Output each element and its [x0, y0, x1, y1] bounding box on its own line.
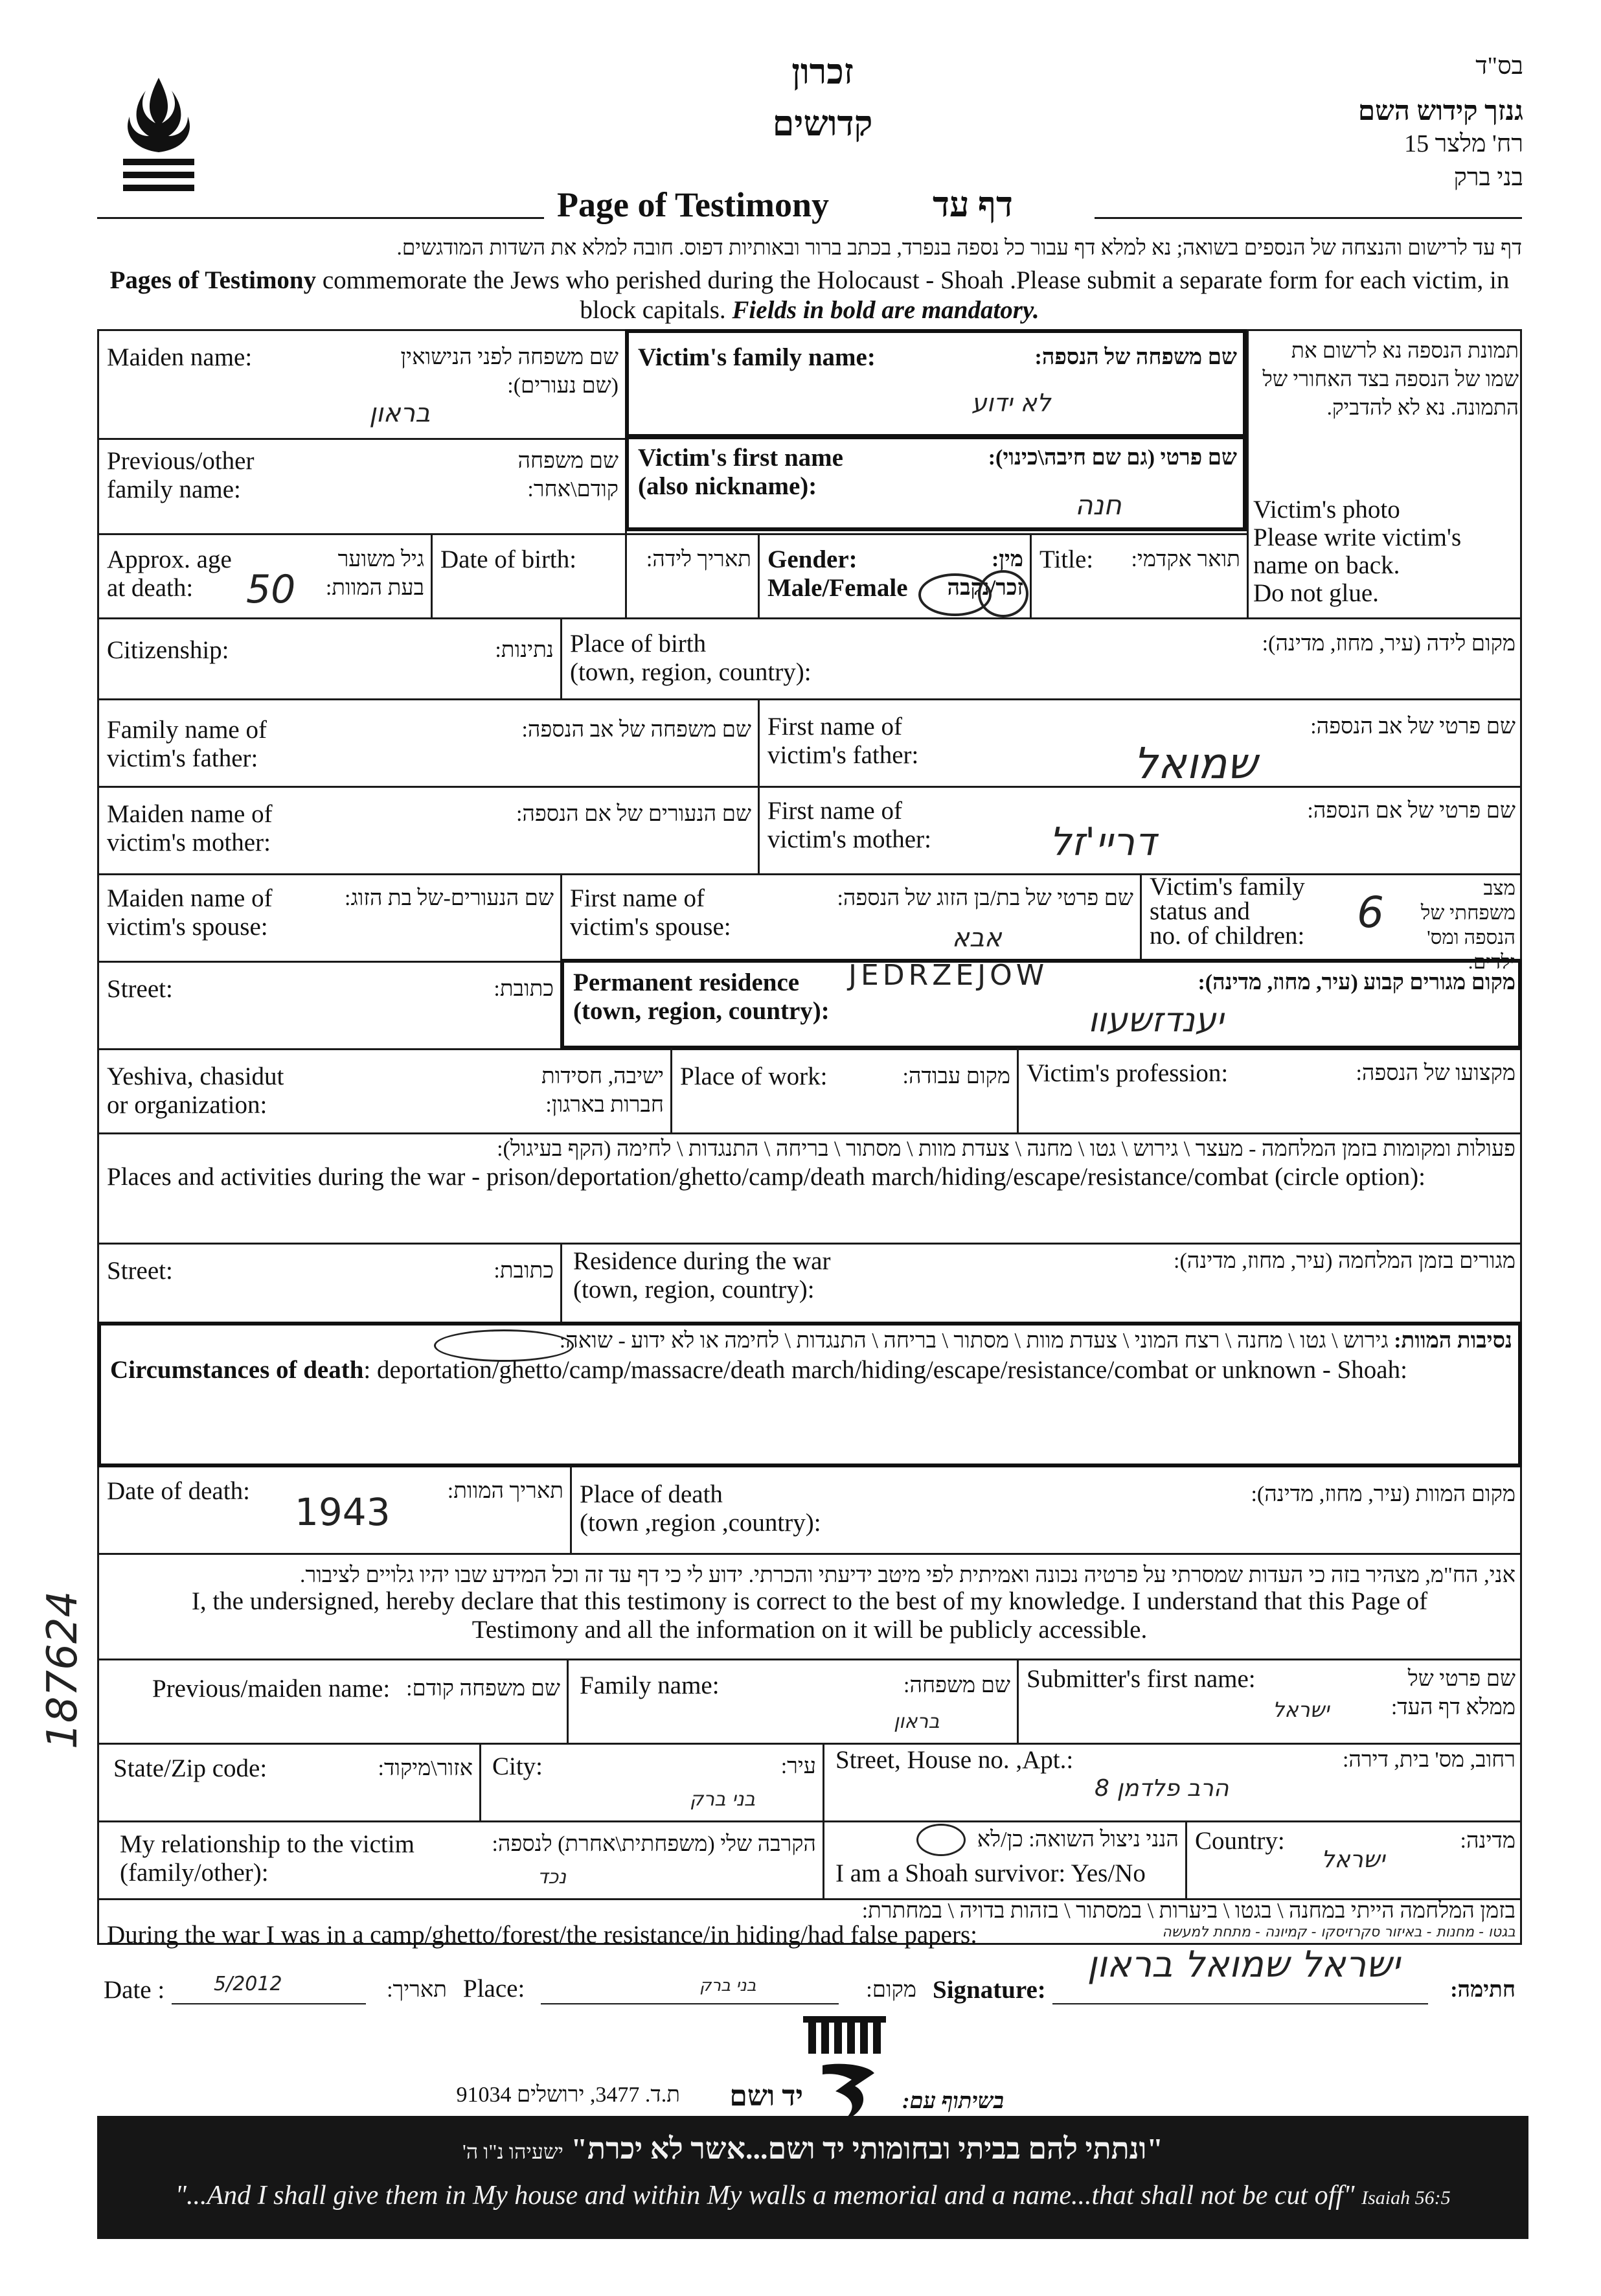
footer-address-he: ת.ד. 3477, ירושלים 91034: [456, 2083, 680, 2107]
submitter-family-name-label-he: שם משפחה:: [903, 1673, 1010, 1697]
dob-label: Date of birth:: [440, 545, 577, 573]
intro-hebrew: דף עד לרישום והנצחה של הנספים בשואה; נא למלא דף עבור כל נספה בנפרד, בכתב ברור ובאותיות דפוס. חובה למלא את השדות המודגשים.: [396, 236, 1522, 260]
date-of-death-label: Date of death:: [107, 1477, 250, 1505]
age-value[interactable]: 50: [246, 567, 296, 612]
permanent-residence-value-he[interactable]: יענדזשעוו: [1088, 1001, 1224, 1040]
children-count-value[interactable]: 6: [1357, 888, 1384, 937]
spouse-first-name-label: First name of victim's spouse:: [570, 884, 731, 941]
flame-icon: [110, 71, 207, 201]
signature-label: Signature:: [933, 1976, 1046, 2004]
place-of-death-label: Place of death (town ,region ,country):: [580, 1480, 821, 1537]
spouse-first-name-label-he: שם פרטי של בת/בן הזוג של הנספה:: [837, 886, 1133, 910]
age-label: Approx. age at death:: [107, 545, 232, 602]
city-label: City:: [492, 1752, 543, 1780]
war-street-label: Street:: [107, 1257, 173, 1285]
place-label: Place:: [463, 1975, 525, 2003]
intro-english-mandatory: Fields in bold are mandatory.: [732, 296, 1039, 324]
victim-first-name-label: Victim's first name (also nickname):: [638, 444, 843, 500]
intro-english-bold: Pages of Testimony: [109, 266, 317, 294]
spouse-maiden-name-label: Maiden name of victim's spouse:: [107, 884, 273, 941]
genazim-logo: [110, 71, 207, 201]
date-label: Date :: [104, 1976, 165, 2004]
zikaron-title: זכרון: [791, 52, 854, 91]
kedoshim-title: קדושים: [772, 104, 873, 143]
photo-instructions-he: תמונת הנספה נא לרשום את שמו של הנספה בצד האחורי של התמונה. נא לא להדביק.: [1262, 339, 1519, 420]
victim-first-name-value[interactable]: חנה: [1075, 489, 1122, 521]
date-of-death-value[interactable]: 1943: [295, 1490, 391, 1534]
submitter-family-name-value[interactable]: בראון: [894, 1710, 940, 1733]
city-label-he: עיר:: [780, 1754, 816, 1778]
country-label-he: מדינה:: [1460, 1829, 1516, 1853]
street-label-he: כתובת:: [494, 977, 554, 1001]
cooperation-label-he: בשיתוף עם:: [902, 2089, 1004, 2113]
title-label-he: תואר אקדמי:: [1131, 547, 1240, 571]
permanent-residence-value-en[interactable]: JEDRZEJOW: [848, 959, 1049, 992]
submitter-prev-name-label-he: שם משפחה קודם:: [406, 1677, 560, 1701]
intro-english: [97, 266, 1522, 325]
declaration-he: אני, הח"מ, מצהיר בזה כי העדות שמסרתי על פרטיה נכונה ואמיתית לפי מיטב ידיעתי והכרתי. ידוע לי כי דף עד זה וכל המידע שבו יהיו גלויים לציבור.: [300, 1563, 1516, 1587]
street-address-value[interactable]: הרב פלדמן 8: [1095, 1775, 1229, 1802]
during-war-value[interactable]: בגטו - מחנות - באיזור סקרזיסקו - קמיונה - מתחת למעשה: [1162, 1924, 1516, 1940]
country-label: Country:: [1195, 1827, 1285, 1855]
spouse-first-name-value[interactable]: אבא: [952, 923, 1002, 953]
relationship-label: My relationship to the victim (family/other):: [120, 1830, 414, 1887]
citizenship-label: Citizenship:: [107, 636, 229, 664]
footer-quote-he: "ונתתי להם בביתי ובחומותי יד ושם...אשר לא יכרת" ישעיהו נ"ו ה': [462, 2132, 1163, 2165]
place-of-work-label-he: מקום עבודה:: [902, 1064, 1010, 1088]
relationship-label-he: הקרבה שלי (משפחתית\אחרת) לנספה:: [492, 1832, 816, 1856]
father-family-name-label-he: שם משפחה של אב הנספה:: [521, 718, 751, 742]
yad-vashem-name-he: יד ושם: [729, 2080, 803, 2112]
city-value[interactable]: בני ברק: [690, 1788, 756, 1811]
spouse-maiden-name-label-he: שם הנעורים-של בת הזוג:: [345, 886, 554, 910]
mother-first-name-value[interactable]: דריי'זל: [1049, 820, 1156, 865]
org-street: רח' מלצר 15: [1404, 130, 1523, 157]
submitter-prev-name-label: Previous/maiden name:: [152, 1675, 391, 1703]
org-city: בני ברק: [1453, 164, 1523, 191]
maiden-name-label-he: שם משפחה לפני הנישואין (שם נעורים):: [400, 345, 619, 398]
during-war-label: During the war I was in a camp/ghetto/forest/the resistance/in hiding/had false papers:: [107, 1921, 977, 1949]
archive-number: 187624: [39, 1590, 87, 1749]
relationship-value[interactable]: נכד: [538, 1866, 567, 1888]
declaration-en: I, the undersigned, hereby declare that this testimony is correct to the best of my knowledge. I understand that this Page of Testimony and all the information on it will be publicly accessible.: [191, 1587, 1428, 1644]
submitter-first-name-value[interactable]: ישראל: [1273, 1697, 1330, 1722]
war-activities-label-he: פעולות ומקומות בזמן המלחמה - מעצר \ גירוש \ גטו \ מחנה \ צעדת מוות \ מסתור \ בריחה \ התנגדות \ לחימה (הקף בעיגול):: [497, 1137, 1516, 1161]
signature-value[interactable]: ישראל שמואל בראון: [1087, 1944, 1400, 1986]
family-status-label: Victim's family status and no. of children:: [1150, 873, 1305, 950]
war-residence-label: Residence during the war (town, region, country):: [573, 1247, 831, 1303]
place-of-work-label: Place of work:: [680, 1062, 828, 1090]
signature-label-he: חתימה:: [1450, 1978, 1516, 2002]
war-street-label-he: כתובת:: [494, 1259, 554, 1283]
war-activities-label: Places and activities during the war - prison/deportation/ghetto/camp/death march/hiding/escape/resistance/combat (circle option):: [107, 1163, 1425, 1191]
street-label: Street:: [107, 975, 173, 1003]
mother-first-name-label-he: שם פרטי של אם הנספה:: [1307, 799, 1516, 823]
yeshiva-label-he: ישיבה, חסידות חברות בארגון:: [541, 1064, 664, 1117]
org-name: גנזך קידוש השם: [1357, 97, 1523, 126]
date-of-death-label-he: תאריך המוות:: [447, 1479, 563, 1503]
date-value[interactable]: 5/2012: [214, 1973, 282, 1995]
country-value[interactable]: ישראל: [1321, 1846, 1385, 1873]
place-of-birth-label: Place of birth (town, region, country):: [570, 630, 812, 686]
photo-instructions-en: Victim's photo Please write victim's name on back. Do not glue.: [1253, 496, 1462, 607]
menorah-icon: [797, 2015, 900, 2125]
maiden-name-label: Maiden name:: [107, 343, 253, 371]
place-label-he: מקום:: [866, 1978, 916, 2002]
survivor-label: I am a Shoah survivor: Yes/No: [835, 1859, 1146, 1887]
title-label: Title:: [1039, 545, 1094, 573]
father-first-name-label-he: שם פרטי של אב הנספה:: [1310, 715, 1516, 739]
during-war-label-he: בזמן המלחמה הייתי במחנה \ בגטו \ ביערות \ במסתור \ בזהות בדויה \ במחתרת:: [861, 1899, 1516, 1923]
previous-family-name-label-he: שם משפחה קודם\אחר:: [517, 449, 619, 501]
zip-code-label: State/Zip code:: [113, 1754, 267, 1782]
father-family-name-label: Family name of victim's father:: [107, 716, 267, 772]
age-label-he: גיל משוער בעת המוות:: [325, 547, 424, 600]
victim-family-name-label: Victim's family name:: [638, 343, 876, 371]
survivor-no-circle[interactable]: [916, 1824, 966, 1856]
place-value[interactable]: בני ברק: [699, 1976, 756, 1995]
profession-label: Victim's profession:: [1027, 1059, 1229, 1087]
intro-english-text: commemorate the Jews who perished during the Holocaust - Shoah .Please submit a separate form for each victim, in block capitals.: [322, 266, 1510, 324]
street-address-label: Street, House no. ,Apt.:: [835, 1746, 1074, 1774]
submitter-first-name-label-he: שם פרטי של ממלא דף העד:: [1391, 1667, 1516, 1719]
page-title-en: Page of Testimony: [557, 185, 830, 224]
mother-maiden-name-label: Maiden name of victim's mother:: [107, 800, 273, 856]
date-label-he: תאריך:: [387, 1978, 447, 2002]
mother-first-name-label: First name of victim's mother:: [767, 797, 931, 853]
profession-label-he: מקצועו של הנספה:: [1356, 1061, 1516, 1085]
family-status-label-he: מצב משפחתי של הנספה ומס' ילדים:: [1420, 877, 1516, 973]
dob-label-he: תאריך לידה:: [646, 547, 751, 571]
yad-vashem-logo: [797, 2015, 900, 2125]
victim-first-name-label-he: שם פרטי (גם שם חיבה\כינוי):: [988, 446, 1237, 470]
previous-family-name-label: Previous/other family name:: [107, 447, 255, 503]
place-of-birth-label-he: מקום לידה (עיר, מחוז, מדינה):: [1262, 632, 1516, 656]
submitter-first-name-label: Submitter's first name:: [1027, 1665, 1256, 1693]
father-first-name-label: First name of victim's father:: [767, 713, 919, 769]
footer-quote-en: "...And I shall give them in My house and within My walls a memorial and a name...that shall not be cut off" Isaiah 56:5: [175, 2181, 1451, 2210]
circumstances-label-he: נסיבות המוות: גירוש \ גטו \ מחנה \ רצח המוני \ צעדת מוות \ מסתור \ בריחה \ התנגדות \ לחימה או לא ידוע - שואה:: [559, 1329, 1512, 1353]
zip-code-label-he: אזור\מיקוד:: [378, 1756, 473, 1780]
page-title-he: דף עד: [933, 185, 1013, 224]
father-first-name-value[interactable]: שמואל: [1133, 739, 1258, 788]
circumstances-label: Circumstances of death: deportation/ghetto/camp/massacre/death march/hiding/escape/resistance/combat or unknown - Shoah:: [110, 1356, 1407, 1384]
victim-family-name-label-he: שם משפחה של הנספה:: [1034, 345, 1237, 369]
war-residence-label-he: מגורים בזמן המלחמה (עיר, מחוז, מדינה):: [1174, 1249, 1516, 1273]
citizenship-label-he: נתינות:: [495, 638, 554, 662]
bsd-mark: בס"ד: [1475, 52, 1523, 80]
gender-cross-mark: [978, 570, 1028, 617]
yeshiva-label: Yeshiva, chasidut or organization:: [107, 1062, 284, 1119]
permanent-residence-label-he: מקום מגורים קבוע (עיר, מחוז, מדינה):: [1198, 970, 1516, 994]
victim-family-name-value[interactable]: לא ידוע: [971, 389, 1051, 417]
mother-maiden-name-label-he: שם הנעורים של אם הנספה:: [516, 802, 751, 826]
street-address-label-he: רחוב, מס' בית, דירה:: [1342, 1748, 1516, 1772]
permanent-residence-label: Permanent residence (town, region, country):: [573, 969, 830, 1025]
place-of-death-label-he: מקום המוות (עיר, מחוז, מדינה):: [1251, 1482, 1516, 1506]
gender-label-he: מין: זכר/נקבה: [947, 547, 1023, 600]
maiden-name-value[interactable]: בראון: [369, 398, 431, 428]
gender-label: Gender: Male/Female: [767, 545, 908, 602]
submitter-family-name-label: Family name:: [580, 1671, 720, 1699]
survivor-label-he: הנני ניצול השואה: כן/לא: [977, 1828, 1179, 1852]
